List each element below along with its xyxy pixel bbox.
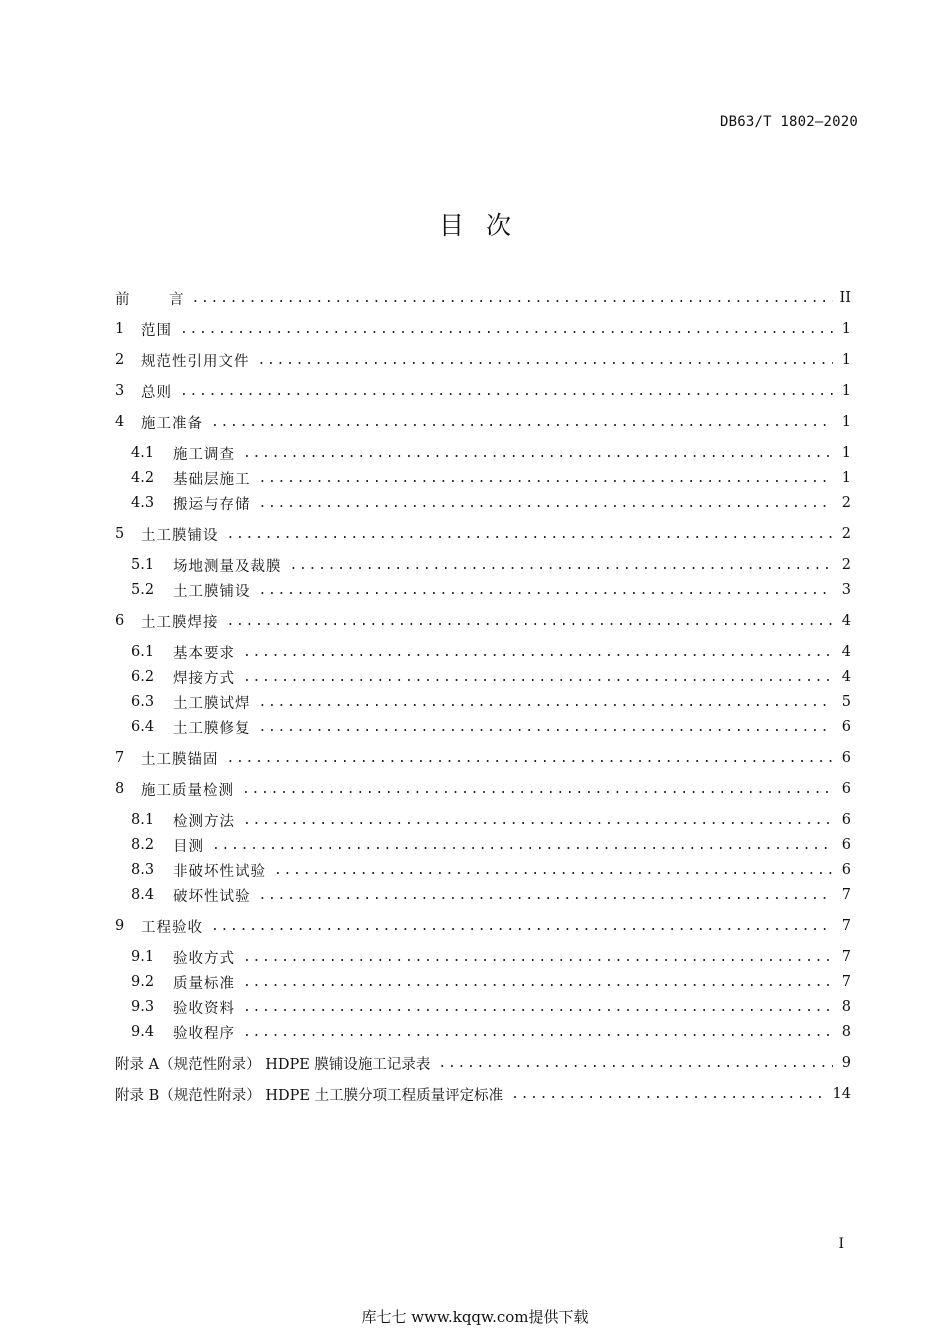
toc-entry[interactable] bbox=[115, 778, 851, 800]
toc-number: 8.4 bbox=[131, 887, 155, 903]
toc-leader bbox=[192, 291, 834, 306]
toc-page: 4 bbox=[841, 644, 851, 660]
toc-entry[interactable] bbox=[115, 318, 851, 340]
toc-leader bbox=[259, 583, 834, 598]
toc-page: 6 bbox=[841, 862, 851, 878]
toc-leader bbox=[243, 1000, 833, 1015]
toc-page: 7 bbox=[841, 974, 851, 990]
toc-subentry[interactable] bbox=[131, 579, 851, 601]
toc-label: 施工质量检测 bbox=[141, 782, 234, 799]
toc-leader bbox=[243, 950, 833, 965]
toc-subentry[interactable] bbox=[131, 884, 851, 906]
toc-number: 8.2 bbox=[131, 837, 155, 853]
toc-subentry[interactable] bbox=[131, 716, 851, 738]
toc-label: 工程验收 bbox=[141, 919, 203, 936]
toc-entry-appendix-a[interactable] bbox=[115, 1052, 851, 1074]
toc-label: 土工膜铺设 bbox=[141, 527, 219, 544]
toc-subentry[interactable] bbox=[131, 666, 851, 688]
toc-leader bbox=[259, 888, 834, 903]
toc-subentry[interactable] bbox=[131, 492, 851, 514]
toc-page: 1 bbox=[841, 414, 851, 430]
toc-leader bbox=[259, 695, 834, 710]
toc-entry[interactable] bbox=[115, 523, 851, 545]
toc-entry[interactable] bbox=[115, 380, 851, 402]
toc-label: 基本要求 bbox=[173, 645, 235, 662]
toc-page: 14 bbox=[832, 1086, 851, 1102]
toc-entry[interactable] bbox=[115, 915, 851, 937]
toc-leader bbox=[211, 919, 833, 934]
toc-leader bbox=[290, 558, 834, 573]
toc-page: 8 bbox=[841, 1024, 851, 1040]
toc-page: 6 bbox=[841, 719, 851, 735]
toc-label: 验收程序 bbox=[173, 1025, 235, 1042]
toc-label: 施工准备 bbox=[141, 415, 203, 432]
toc-leader bbox=[243, 446, 833, 461]
toc-label: 土工膜修复 bbox=[173, 720, 251, 737]
toc-number: 9.4 bbox=[131, 1024, 155, 1040]
toc-number: 6.1 bbox=[131, 644, 155, 660]
toc-page: 7 bbox=[841, 949, 851, 965]
toc-label: 验收方式 bbox=[173, 950, 235, 967]
toc-label: 附录 A（规范性附录） HDPE 膜铺设施工记录表 bbox=[115, 1056, 431, 1073]
toc-label: 质量标准 bbox=[173, 975, 235, 992]
toc-label: 总则 bbox=[141, 384, 172, 401]
toc-leader bbox=[227, 751, 834, 766]
toc-number: 前 bbox=[115, 291, 130, 308]
toc-page: 5 bbox=[841, 694, 851, 710]
toc-leader bbox=[242, 782, 833, 797]
toc-subentry[interactable] bbox=[131, 859, 851, 881]
toc-label: 验收资料 bbox=[173, 1000, 235, 1017]
toc-number: 5.2 bbox=[131, 582, 155, 598]
toc-leader bbox=[211, 415, 833, 430]
toc-label: 场地测量及裁膜 bbox=[173, 558, 282, 575]
toc-page: 7 bbox=[841, 918, 851, 934]
toc-label: 搬运与存储 bbox=[173, 496, 251, 513]
toc-label: 非破坏性试验 bbox=[173, 863, 266, 880]
toc-number: 6.3 bbox=[131, 694, 155, 710]
standard-code: DB63/T 1802—2020 bbox=[719, 114, 858, 130]
toc-page: 8 bbox=[841, 999, 851, 1015]
toc-number: 9.1 bbox=[131, 949, 155, 965]
toc-page: 1 bbox=[841, 445, 851, 461]
toc-number: 4.2 bbox=[131, 470, 155, 486]
toc-page: 2 bbox=[841, 557, 851, 573]
toc-number: 4.3 bbox=[131, 495, 155, 511]
toc-leader bbox=[259, 471, 834, 486]
toc-leader bbox=[180, 322, 833, 337]
toc-page: 1 bbox=[841, 321, 851, 337]
toc-subentry[interactable] bbox=[131, 996, 851, 1018]
toc-page: 1 bbox=[841, 470, 851, 486]
toc-leader bbox=[243, 1025, 833, 1040]
toc-number: 3 bbox=[115, 383, 125, 399]
toc-leader bbox=[259, 496, 834, 511]
toc-subentry[interactable] bbox=[131, 641, 851, 663]
toc-page: 4 bbox=[841, 613, 851, 629]
toc-page: II bbox=[839, 290, 851, 306]
toc-page: 4 bbox=[841, 669, 851, 685]
toc-page: 6 bbox=[841, 837, 851, 853]
toc-number: 6.2 bbox=[131, 669, 155, 685]
toc-entry[interactable] bbox=[115, 610, 851, 632]
toc-number: 9.3 bbox=[131, 999, 155, 1015]
toc-leader bbox=[227, 527, 834, 542]
toc-label: 土工膜焊接 bbox=[141, 614, 219, 631]
toc-entry[interactable] bbox=[115, 747, 851, 769]
page-number: I bbox=[838, 1236, 844, 1252]
toc-leader bbox=[259, 720, 834, 735]
toc-entry-foreword[interactable] bbox=[115, 287, 851, 309]
toc-number: 2 bbox=[115, 352, 125, 368]
toc-label: 规范性引用文件 bbox=[141, 353, 250, 370]
toc-label: 言 bbox=[169, 291, 184, 308]
toc-page: 3 bbox=[841, 582, 851, 598]
toc-leader bbox=[243, 670, 833, 685]
toc-label: 破坏性试验 bbox=[173, 888, 251, 905]
toc-leader bbox=[274, 863, 833, 878]
toc-page: 6 bbox=[841, 812, 851, 828]
toc-page: 1 bbox=[841, 383, 851, 399]
toc-number: 5 bbox=[115, 526, 125, 542]
toc-entry[interactable] bbox=[115, 349, 851, 371]
footer-watermark: 库七七 www.kqqw.com提供下载 bbox=[361, 1308, 589, 1326]
toc-label: 目测 bbox=[173, 838, 204, 855]
toc-entry-appendix-b[interactable] bbox=[115, 1083, 851, 1105]
toc-page: 2 bbox=[841, 495, 851, 511]
toc-subentry[interactable] bbox=[131, 554, 851, 576]
toc-leader bbox=[212, 838, 833, 853]
toc-label: 基础层施工 bbox=[173, 471, 251, 488]
toc-number: 7 bbox=[115, 750, 125, 766]
toc-number: 1 bbox=[115, 321, 125, 337]
toc-page: 6 bbox=[841, 750, 851, 766]
toc-number: 8.1 bbox=[131, 812, 155, 828]
toc-number: 4 bbox=[115, 414, 125, 430]
toc-leader bbox=[511, 1087, 826, 1102]
toc-page: 9 bbox=[841, 1055, 851, 1071]
toc-subentry[interactable] bbox=[131, 971, 851, 993]
toc-subentry[interactable] bbox=[131, 467, 851, 489]
toc-entry[interactable] bbox=[115, 411, 851, 433]
toc-page: 2 bbox=[841, 526, 851, 542]
toc-label: 范围 bbox=[141, 322, 172, 339]
toc-label: 附录 B（规范性附录） HDPE 土工膜分项工程质量评定标准 bbox=[115, 1087, 504, 1104]
toc-subentry[interactable] bbox=[131, 946, 851, 968]
toc-number: 5.1 bbox=[131, 557, 155, 573]
toc-subentry[interactable] bbox=[131, 834, 851, 856]
toc-number: 6.4 bbox=[131, 719, 155, 735]
toc-leader bbox=[227, 614, 834, 629]
toc-label: 检测方法 bbox=[173, 813, 235, 830]
toc-page: 6 bbox=[841, 781, 851, 797]
toc-number: 9.2 bbox=[131, 974, 155, 990]
toc-page: 1 bbox=[841, 352, 851, 368]
toc-number: 9 bbox=[115, 918, 125, 934]
toc-subentry[interactable] bbox=[131, 442, 851, 464]
toc-leader bbox=[243, 813, 833, 828]
toc-page: 7 bbox=[841, 887, 851, 903]
page-title: 目次 bbox=[438, 211, 533, 240]
toc-leader bbox=[438, 1056, 833, 1071]
toc-subentry[interactable] bbox=[131, 1021, 851, 1043]
toc-leader bbox=[243, 645, 833, 660]
toc-label: 焊接方式 bbox=[173, 670, 235, 687]
toc-label: 土工膜试焊 bbox=[173, 695, 251, 712]
toc-leader bbox=[258, 353, 834, 368]
toc-label: 施工调查 bbox=[173, 446, 235, 463]
toc-leader bbox=[180, 384, 833, 399]
toc-number: 4.1 bbox=[131, 445, 155, 461]
toc-leader bbox=[243, 975, 833, 990]
toc-number: 8 bbox=[115, 781, 125, 797]
toc-label: 土工膜铺设 bbox=[173, 583, 251, 600]
toc-number: 6 bbox=[115, 613, 125, 629]
toc-number: 8.3 bbox=[131, 862, 155, 878]
toc-label: 土工膜锚固 bbox=[141, 751, 219, 768]
toc-subentry[interactable] bbox=[131, 691, 851, 713]
toc-subentry[interactable] bbox=[131, 809, 851, 831]
